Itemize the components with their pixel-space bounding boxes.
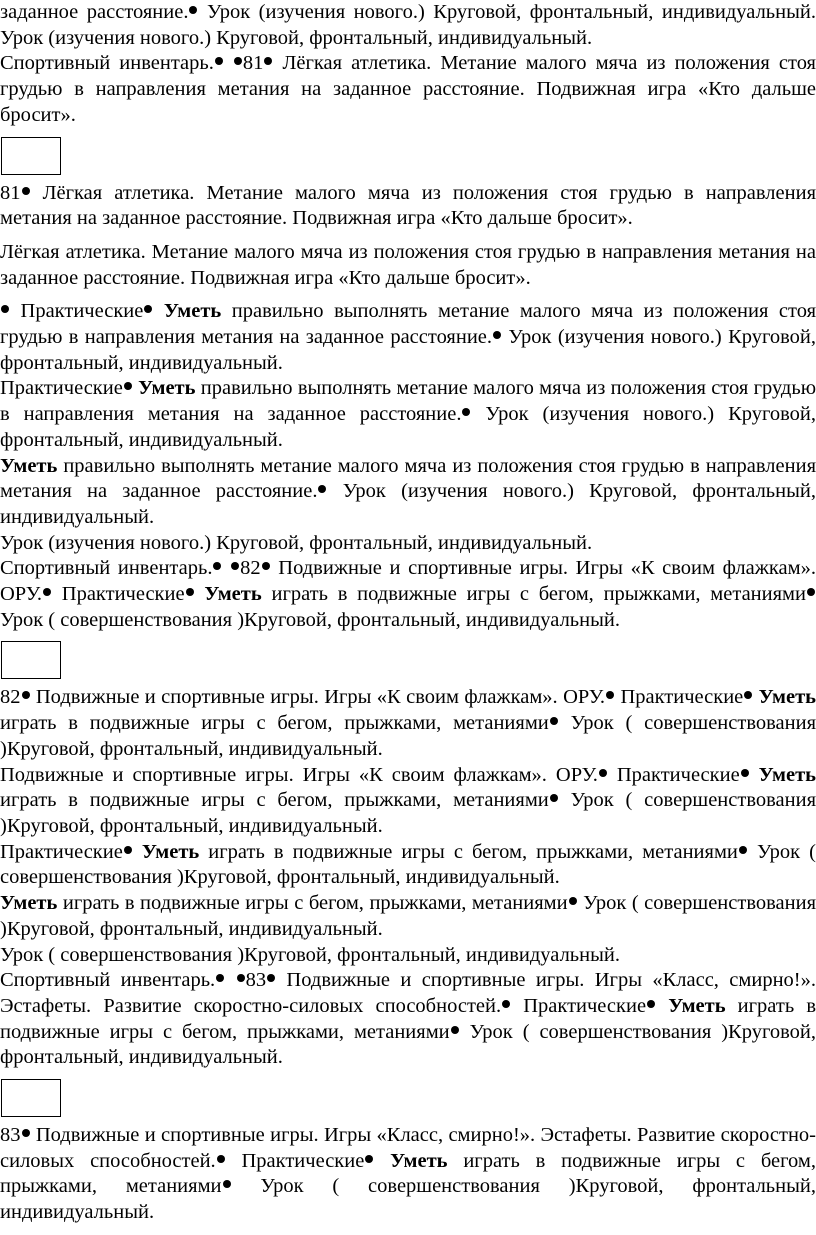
text-run: Урок ( совершенствования )Круговой, фронтальный, индивидуальный. (0, 608, 620, 631)
bullet-dot-icon (744, 691, 752, 699)
text-run (222, 557, 230, 579)
bullet-dot-icon (647, 1000, 655, 1008)
text-run: Урок (изучения нового.) Круговой, фронтальный, индивидуальный. (0, 480, 816, 528)
bold-text: Уметь (0, 892, 58, 915)
text-run: Урок ( совершенствования )Круговой, фронтальный, индивидуальный. (0, 943, 620, 966)
bullet-dot-icon (223, 1180, 231, 1188)
text-run: Урок ( совершенствования )Круговой, фронтальный, индивидуальный. (0, 1175, 816, 1224)
bullet-dot-icon (22, 691, 30, 699)
text-run: играть в подвижные игры с бегом, прыжками, метаниями (261, 583, 807, 606)
text-run (224, 52, 233, 74)
bullet-dot-icon (237, 974, 245, 982)
text-run: Практические (225, 1149, 365, 1172)
text-run: Подвижные и спортивные игры. Игры «Класс, смирно!». Эстафеты. Развитие скоростно-силовых способностей. (0, 1124, 816, 1172)
bullet-dot-icon (462, 408, 470, 416)
text-run: Лёгкая атлетика. Метание малого мяча из положения стоя грудью в направления метания на заданное расстояние. Подвижная игра «Кто дальше бросит». (0, 181, 816, 230)
text-run: Практические (0, 377, 123, 400)
text-run: Подвижные и спортивные игры. Игры «К своим флажкам». ОРУ. (30, 686, 606, 709)
bullet-dot-icon (186, 588, 194, 596)
text-run: Подвижные и спортивные игры. Игры «К своим флажкам». ОРУ. (0, 557, 816, 606)
paragraph (0, 840, 816, 891)
text-run: Практические (10, 300, 144, 323)
text-run (750, 764, 759, 786)
text-run: Лёгкая атлетика. Метание малого мяча из положения стоя грудью в направления метания на заданное расстояние. Подвижная игра «Кто дальше бросит». (0, 240, 816, 289)
bullet-dot-icon (216, 974, 224, 982)
text-run: играть в подвижные игры с бегом, прыжками, метаниями (0, 1149, 816, 1198)
bullet-dot-icon (124, 382, 132, 390)
text-run: Подвижные и спортивные игры. Игры «Класс, смирно!». Эстафеты. Развитие скоростно-силовых способностей. (0, 969, 816, 1017)
text-run: Практические (511, 994, 647, 1017)
text-run (225, 969, 235, 991)
bold-text: Уметь (0, 454, 58, 477)
text-run: Практические (0, 840, 123, 863)
paragraph-gap (0, 232, 816, 240)
paragraph (0, 556, 816, 633)
text-run: правильно выполнять метание малого мяча из положения стоя грудью в направления метания на заданное расстояние. (0, 454, 816, 503)
bullet-dot-icon (231, 562, 239, 570)
paragraph (0, 26, 816, 52)
paragraph (0, 968, 816, 1071)
text-run: играть в подвижные игры с бегом, прыжками, метаниями (57, 892, 568, 915)
bullet-dot-icon (144, 305, 152, 313)
text-run: 83 (0, 1124, 21, 1147)
text-run: Урок (изучения нового.) Круговой, фронтальный, индивидуальный. (0, 403, 816, 451)
text-run: Подвижные и спортивные игры. Игры «К своим флажкам». ОРУ. (0, 763, 598, 786)
text-run: Практические (52, 583, 185, 606)
text-run: играть в подвижные игры с бегом, прыжками, метаниями (0, 712, 549, 735)
bullet-dot-icon (43, 588, 51, 596)
text-run: 82 (240, 557, 261, 580)
bullet-dot-icon (22, 1129, 30, 1137)
paragraph (0, 891, 816, 942)
bullet-dot-icon (739, 846, 747, 854)
text-run: Урок (изучения нового.) Круговой, фронтальный, индивидуальный. (198, 1, 816, 23)
text-run: Урок (изучения нового.) Круговой, фронтальный, индивидуальный. (0, 531, 593, 554)
text-run: Лёгкая атлетика. Метание малого мяча из положения стоя грудью в направления метания на заданное расстояние. Подвижная игра «Кто дальше бросит». (0, 52, 816, 126)
text-run: Спортивный инвентарь. (0, 52, 214, 75)
bold-text: Уметь (204, 583, 262, 606)
text-run (195, 583, 205, 605)
bullet-dot-icon (234, 57, 242, 65)
paragraph (0, 943, 816, 969)
paragraph (0, 299, 816, 376)
empty-box (1, 1079, 61, 1117)
bullet-dot-icon (267, 974, 275, 982)
paragraph (0, 240, 816, 291)
bullet-dot-icon (215, 57, 223, 65)
text-run: Урок ( совершенствования )Круговой, фронтальный, индивидуальный. (0, 892, 816, 940)
bold-text: Уметь (141, 840, 200, 863)
paragraph (0, 1123, 816, 1226)
paragraph (0, 454, 816, 531)
text-run: 82 (0, 686, 21, 709)
text-run: Урок (изучения нового.) Круговой, фронтальный, индивидуальный. (0, 326, 816, 374)
bold-text: Уметь (390, 1149, 448, 1172)
bullet-dot-icon (550, 794, 558, 802)
text-run: Спортивный инвентарь. (0, 557, 213, 580)
bullet-dot-icon (213, 562, 221, 570)
paragraph (0, 376, 816, 453)
text-run: 81 (242, 52, 264, 75)
bullet-dot-icon (599, 769, 607, 777)
text-run: играть в подвижные игры с бегом, прыжками, метаниями (199, 840, 738, 863)
bullet-dot-icon (262, 562, 270, 570)
text-run: играть в подвижные игры с бегом, прыжками, метаниями (0, 994, 816, 1043)
text-run (374, 1150, 390, 1172)
paragraph (0, 51, 816, 128)
bullet-dot-icon (741, 769, 749, 777)
paragraph (0, 181, 816, 232)
text-run: Урок ( совершенствования )Круговой, фронтальный, индивидуальный. (0, 712, 816, 760)
text-run: Урок ( совершенствования )Круговой, фронтальный, индивидуальный. (0, 840, 816, 889)
text-run: 83 (245, 969, 267, 992)
bold-text: Уметь (668, 994, 726, 1017)
bold-text: Уметь (758, 686, 816, 709)
bullet-dot-icon (264, 57, 272, 65)
text-run: Урок ( совершенствования )Круговой, фронтальный, индивидуальный. (0, 789, 816, 837)
text-run: Практические (615, 686, 744, 709)
bold-text: Уметь (138, 377, 196, 400)
bold-text: Уметь (758, 763, 816, 786)
bullet-dot-icon (318, 485, 326, 493)
bullet-dot-icon (502, 1000, 510, 1008)
bullet-dot-icon (124, 846, 132, 854)
text-run: Практические (607, 763, 740, 786)
bullet-dot-icon (1, 305, 9, 313)
text-run: правильно выполнять метание малого мяча из положения стоя грудью в направления метания на заданное расстояние. (0, 300, 816, 349)
bullet-dot-icon (606, 691, 614, 699)
paragraph (0, 685, 816, 762)
text-run (656, 995, 668, 1017)
text-run: играть в подвижные игры с бегом, прыжками, метаниями (0, 789, 549, 812)
bullet-dot-icon (189, 6, 197, 14)
text-run (133, 841, 142, 863)
text-run: 81 (0, 181, 21, 204)
paragraph (0, 531, 816, 557)
bullet-dot-icon (451, 1026, 459, 1034)
bullet-dot-icon (22, 187, 30, 195)
text-run: правильно выполнять метание малого мяча из положения стоя грудью в направления метания на заданное расстояние. (0, 377, 816, 426)
text-run: заданное расстояние. (0, 1, 189, 23)
bullet-dot-icon (569, 897, 577, 905)
bullet-dot-icon (217, 1155, 225, 1163)
empty-box (1, 641, 61, 679)
empty-box (1, 137, 61, 175)
paragraph (0, 0, 816, 26)
paragraph (0, 763, 816, 840)
text-run (153, 300, 164, 322)
text-run: Спортивный инвентарь. (0, 969, 216, 992)
paragraph-gap (0, 291, 816, 299)
bullet-dot-icon (365, 1155, 373, 1163)
text-run: Урок ( совершенствования )Круговой, фронтальный, индивидуальный. (0, 1020, 816, 1069)
bold-text: Уметь (163, 300, 222, 323)
bullet-dot-icon (550, 717, 558, 725)
text-run: Урок (изучения нового.) Круговой, фронтальный, индивидуальный. (0, 26, 593, 49)
bullet-dot-icon (807, 588, 815, 596)
bullet-dot-icon (493, 331, 501, 339)
